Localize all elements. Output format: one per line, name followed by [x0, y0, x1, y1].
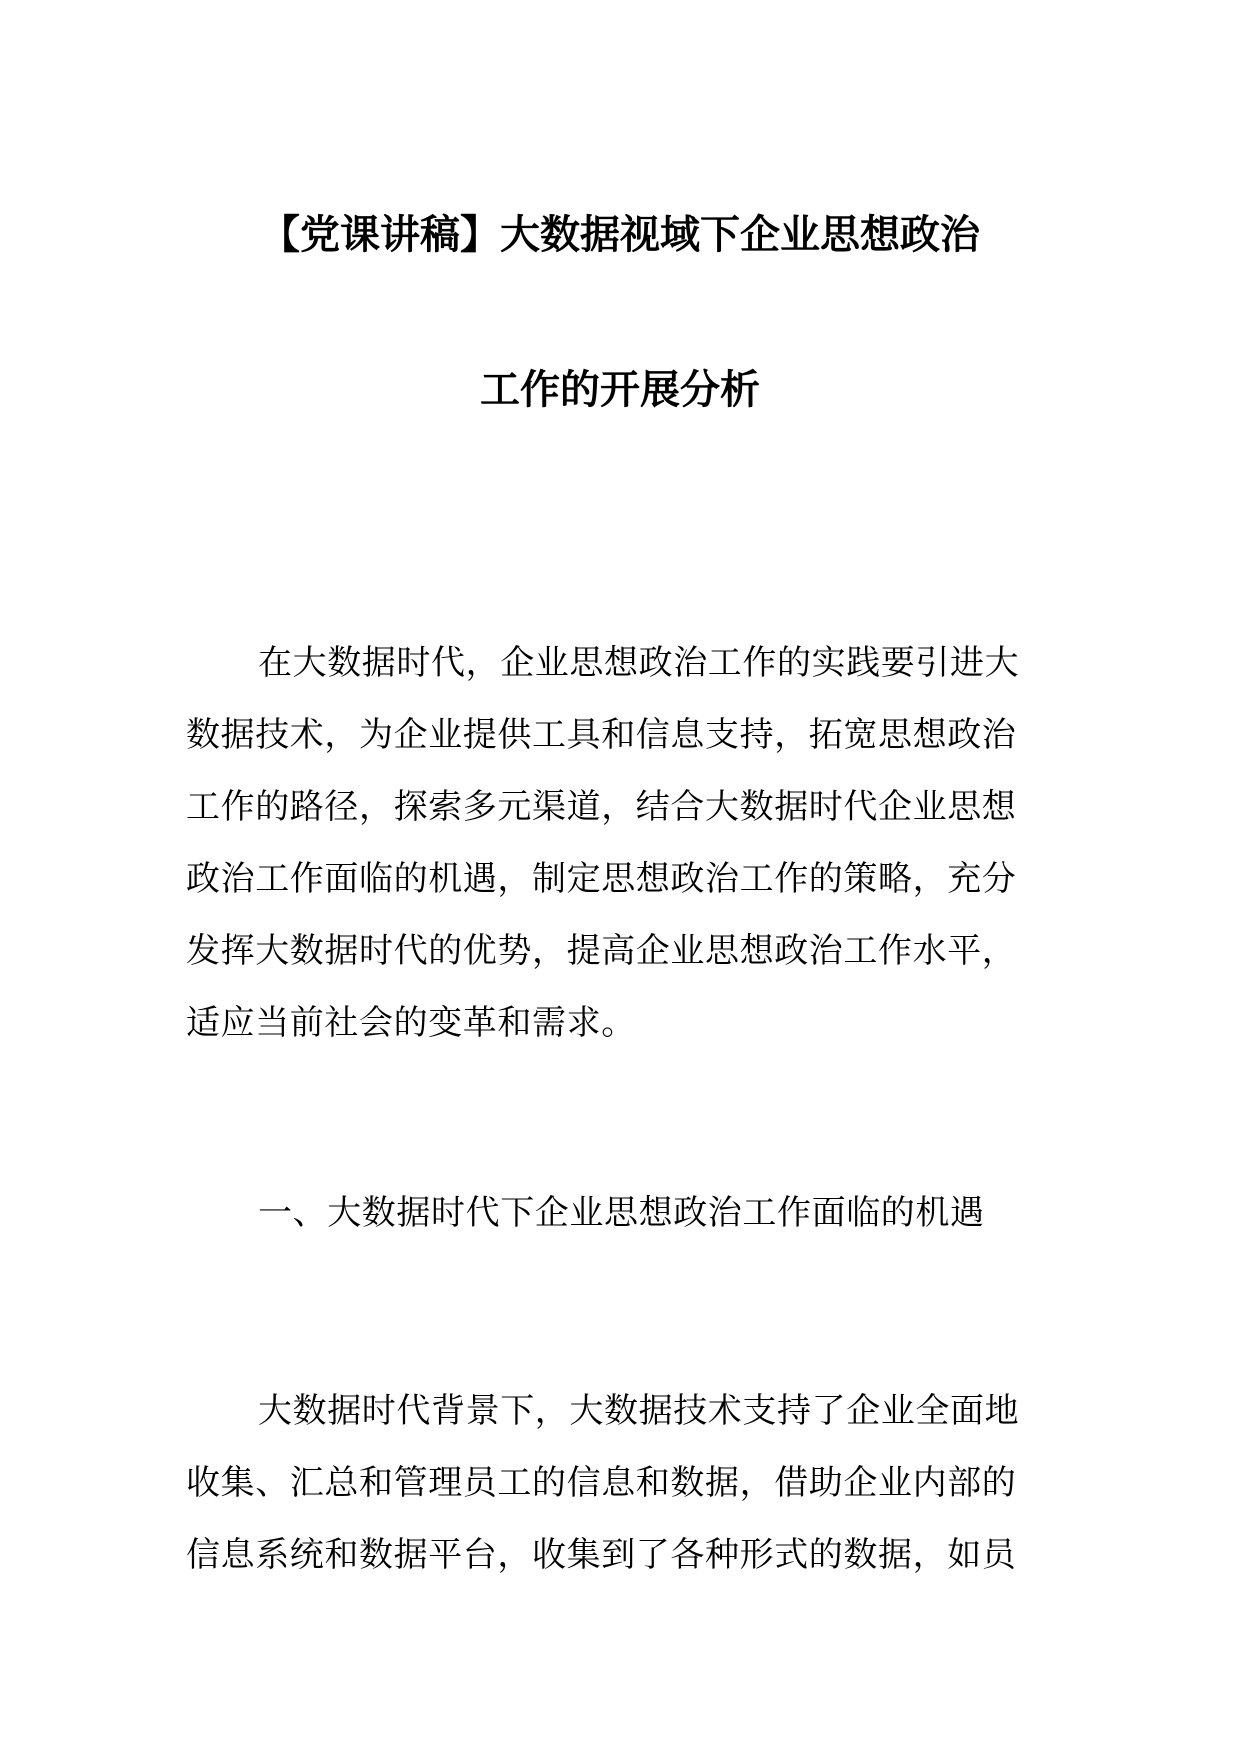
intro-paragraph — [186, 627, 1056, 1059]
paragraph-line: 发挥大数据时代的优势，提高企业思想政治工作水平， — [186, 931, 1017, 971]
paragraph-line: 信息系统和数据平台，收集到了各种形式的数据，如员 — [186, 1535, 1017, 1575]
paragraph-line: 在大数据时代，企业思想政治工作的实践要引进大 — [258, 643, 1020, 683]
document-title-line-1: 【党课讲稿】大数据视域下企业思想政治 — [260, 212, 980, 258]
paragraph-line: 适应当前社会的变革和需求。 — [186, 1003, 636, 1043]
section-heading — [186, 1177, 1056, 1249]
paragraph-line: 大数据时代背景下，大数据技术支持了企业全面地 — [258, 1391, 1020, 1431]
section-heading-text: 一、大数据时代下企业思想政治工作面临的机遇 — [258, 1193, 985, 1233]
paragraph-line: 收集、汇总和管理员工的信息和数据，借助企业内部的 — [186, 1463, 1017, 1503]
paragraph-line: 政治工作面临的机遇，制定思想政治工作的策略，充分 — [186, 859, 1017, 899]
document-title-line-2: 工作的开展分析 — [480, 367, 760, 413]
paragraph-line: 工作的路径，探索多元渠道，结合大数据时代企业思想 — [186, 787, 1017, 827]
paragraph-line: 数据技术，为企业提供工具和信息支持，拓宽思想政治 — [186, 715, 1017, 755]
body-paragraph — [186, 1375, 1056, 1591]
